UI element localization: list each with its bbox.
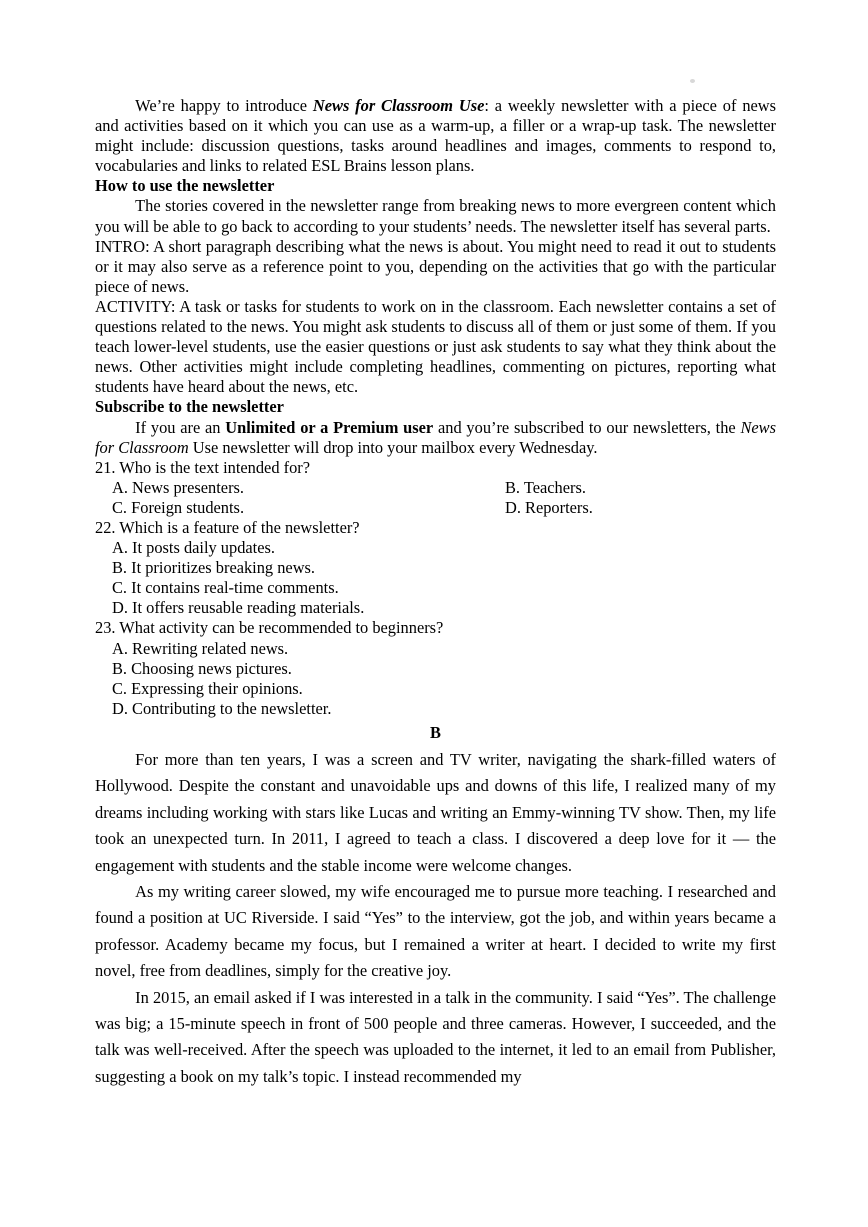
section-b-paragraph-3: In 2015, an email asked if I was interested in a talk in the community. I said “Yes”. The challenge was big; a 15-minute speech in front of 500 people and three cameras. However, I succeeded, and the talk was well-received. After the speech was uploaded to the internet, it led to an email from Publisher, suggesting a book on my talk’s topic. I instead recommended my [95, 987, 776, 1086]
question-21-option-d[interactable]: D. Reporters. [505, 497, 593, 517]
question-23-option-d[interactable]: D. Contributing to the newsletter. [112, 698, 332, 718]
question-23-option-b[interactable]: B. Choosing news pictures. [112, 658, 292, 678]
paragraph-intro-newsletter [95, 96, 776, 176]
question-23-option-c[interactable]: C. Expressing their opinions. [112, 678, 303, 698]
question-22-option-d[interactable]: D. It offers reusable reading materials. [112, 598, 365, 618]
newsletter-title-bold-italic: News for Classroom Use [312, 96, 485, 115]
section-b-paragraph-2: As my writing career slowed, my wife encouraged me to pursue more teaching. I researched and found a position at UC Riverside. I said “Yes” to the interview, got the job, and within years became a professor. Academy became my focus, but I remained a writer at heart. I decided to write my first novel, free from deadlines, simply for the creative joy. [95, 881, 776, 981]
paragraph-subscribe-details [95, 418, 776, 458]
subscribe-mid-text: and you’re subscribed to our newsletters, the [433, 417, 741, 437]
question-22 [95, 518, 776, 618]
paragraph-intro-part: INTRO: A short paragraph describing what the news is about. You might need to read it out to students or it may also serve as a reference point to you, depending on the activities that go with the particular piece of news. [95, 236, 776, 296]
scan-artifact-speck [690, 79, 695, 83]
question-23 [95, 618, 776, 718]
question-21-option-b[interactable]: B. Teachers. [505, 477, 586, 497]
section-a [95, 96, 776, 458]
section-b [95, 747, 776, 1090]
question-21-option-c[interactable]: C. Foreign students. [112, 497, 245, 517]
subscribe-lead-text: If you are an [135, 417, 226, 437]
question-21-option-row-1 [95, 478, 776, 498]
subscribe-rest-text: Use newsletter will drop into your mailbox every Wednesday. [188, 437, 598, 457]
question-22-option-a[interactable]: A. It posts daily updates. [112, 538, 275, 558]
section-b-paragraph-1: For more than ten years, I was a screen and TV writer, navigating the shark-filled waters of Hollywood. Despite the constant and unavoidable ups and downs of this life, I realized many of my dreams including working with stars like Lucas and writing an Emmy-winning TV show. Then, my life took an unexpected turn. In 2011, I agreed to teach a class. I discovered a deep love for it — the engagement with students and the stable income were welcome changes. [95, 749, 776, 875]
question-23-option-a[interactable]: A. Rewriting related news. [112, 638, 289, 658]
heading-how-to-use: How to use the newsletter [95, 176, 275, 196]
question-21-stem: 21. Who is the text intended for? [95, 457, 310, 477]
question-21 [95, 458, 776, 518]
question-21-option-row-2 [95, 498, 776, 518]
newsletter-title-italic: News for Classroom [95, 417, 776, 457]
question-22-option-b[interactable]: B. It prioritizes breaking news. [112, 558, 316, 578]
heading-subscribe: Subscribe to the newsletter [95, 397, 284, 417]
question-23-stem: 23. What activity can be recommended to beginners? [95, 618, 444, 638]
question-22-option-c[interactable]: C. It contains real-time comments. [112, 578, 339, 598]
paragraph-activity-part: ACTIVITY: A task or tasks for students to work on in the classroom. Each newsletter contains a set of questions related to the news. You might ask students to discuss all of them or just some of them. If you teach lower-level students, use the easier questions or just ask students to say what they think about the news. Other activities might include completing headlines, commenting on pictures, reporting what students have heard about the news, etc. [95, 296, 776, 397]
intro-lead-text: We’re happy to introduce [135, 96, 313, 115]
page-content [95, 96, 776, 1090]
subscribe-user-types-bold: Unlimited or a Premium user [225, 417, 434, 437]
paragraph-stories-covered: The stories covered in the newsletter range from breaking news to more evergreen content which you will be able to go back to according to your students’ needs. The newsletter itself has several parts. [95, 196, 776, 236]
question-22-stem: 22. Which is a feature of the newsletter? [95, 517, 360, 537]
intro-rest-text: : a weekly newsletter with a piece of news and activities based on it which you can use as a warm-up, a filler or a wrap-up task. The newsletter might include: discussion questions, tasks around headlines and images, comments to respond to, vocabularies and links to related ESL Brains lesson plans. [95, 96, 777, 176]
question-21-option-a[interactable]: A. News presenters. [112, 477, 244, 497]
section-b-letter: B [430, 722, 441, 742]
